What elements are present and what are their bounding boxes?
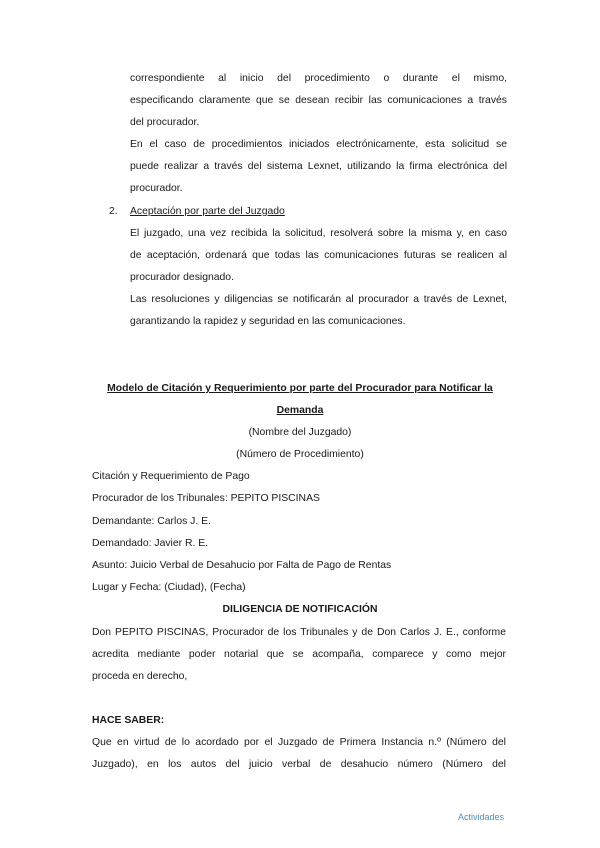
intro-line: En el caso de procedimientos iniciados electrónicamente, esta solicitud se: [130, 139, 507, 150]
demandante-field: Demandante: Carlos J. E.: [92, 516, 211, 527]
lugar-fecha-field: Lugar y Fecha: (Ciudad), (Fecha): [92, 582, 246, 593]
court-name: (Nombre del Juzgado): [248, 427, 352, 438]
paragraph-line: acredita mediante poder notarial que se acompaña, comparece y como mejor: [92, 649, 506, 660]
section-heading: Aceptación por parte del Juzgado: [130, 206, 285, 217]
model-title: Modelo de Citación y Requerimiento por parte del Procurador para Notificar la: [107, 383, 493, 394]
intro-line: puede realizar a través del sistema Lexnet, utilizando la firma electrónica del: [130, 161, 507, 172]
procedure-number: (Número de Procedimiento): [236, 449, 364, 460]
intro-line: procurador.: [130, 183, 183, 194]
model-title: Demanda: [276, 405, 324, 416]
paragraph-line: Que en virtud de lo acordado por el Juzgado de Primera Instancia n.º (Número del: [92, 737, 506, 748]
procurador-field: Procurador de los Tribunales: PEPITO PISCINAS: [92, 493, 320, 504]
demandado-field: Demandado: Javier R. E.: [92, 538, 209, 549]
intro-line: del procurador.: [130, 117, 200, 128]
asunto-field: Asunto: Juicio Verbal de Desahucio por Falta de Pago de Rentas: [92, 560, 392, 571]
item2-line: garantizando la rapidez y seguridad en las comunicaciones.: [130, 316, 406, 327]
item2-line: El juzgado, una vez recibida la solicitud, resolverá sobre la misma y, en caso: [130, 228, 507, 239]
hace-saber-heading: HACE SABER:: [92, 715, 165, 726]
list-number: 2.: [109, 206, 118, 217]
footer-label: Actividades: [458, 812, 505, 822]
item2-line: de aceptación, ordenará que todas las comunicaciones futuras se realicen al: [130, 250, 507, 261]
item2-line: procurador designado.: [130, 272, 234, 283]
intro-line: correspondiente al inicio del procedimiento o durante el mismo,: [130, 73, 507, 84]
diligencia-title: DILIGENCIA DE NOTIFICACIÓN: [222, 604, 378, 615]
paragraph-line: Don PEPITO PISCINAS, Procurador de los Tribunales y de Don Carlos J. E., conforme: [92, 627, 506, 638]
document-type: Citación y Requerimiento de Pago: [92, 471, 250, 482]
paragraph-line: Juzgado), en los autos del juicio verbal de desahucio número (Número del: [92, 759, 506, 770]
intro-line: especificando claramente que se desean recibir las comunicaciones a través: [130, 95, 507, 106]
item2-line: Las resoluciones y diligencias se notificarán al procurador a través de Lexnet,: [130, 294, 507, 305]
paragraph-line: proceda en derecho,: [92, 671, 188, 682]
